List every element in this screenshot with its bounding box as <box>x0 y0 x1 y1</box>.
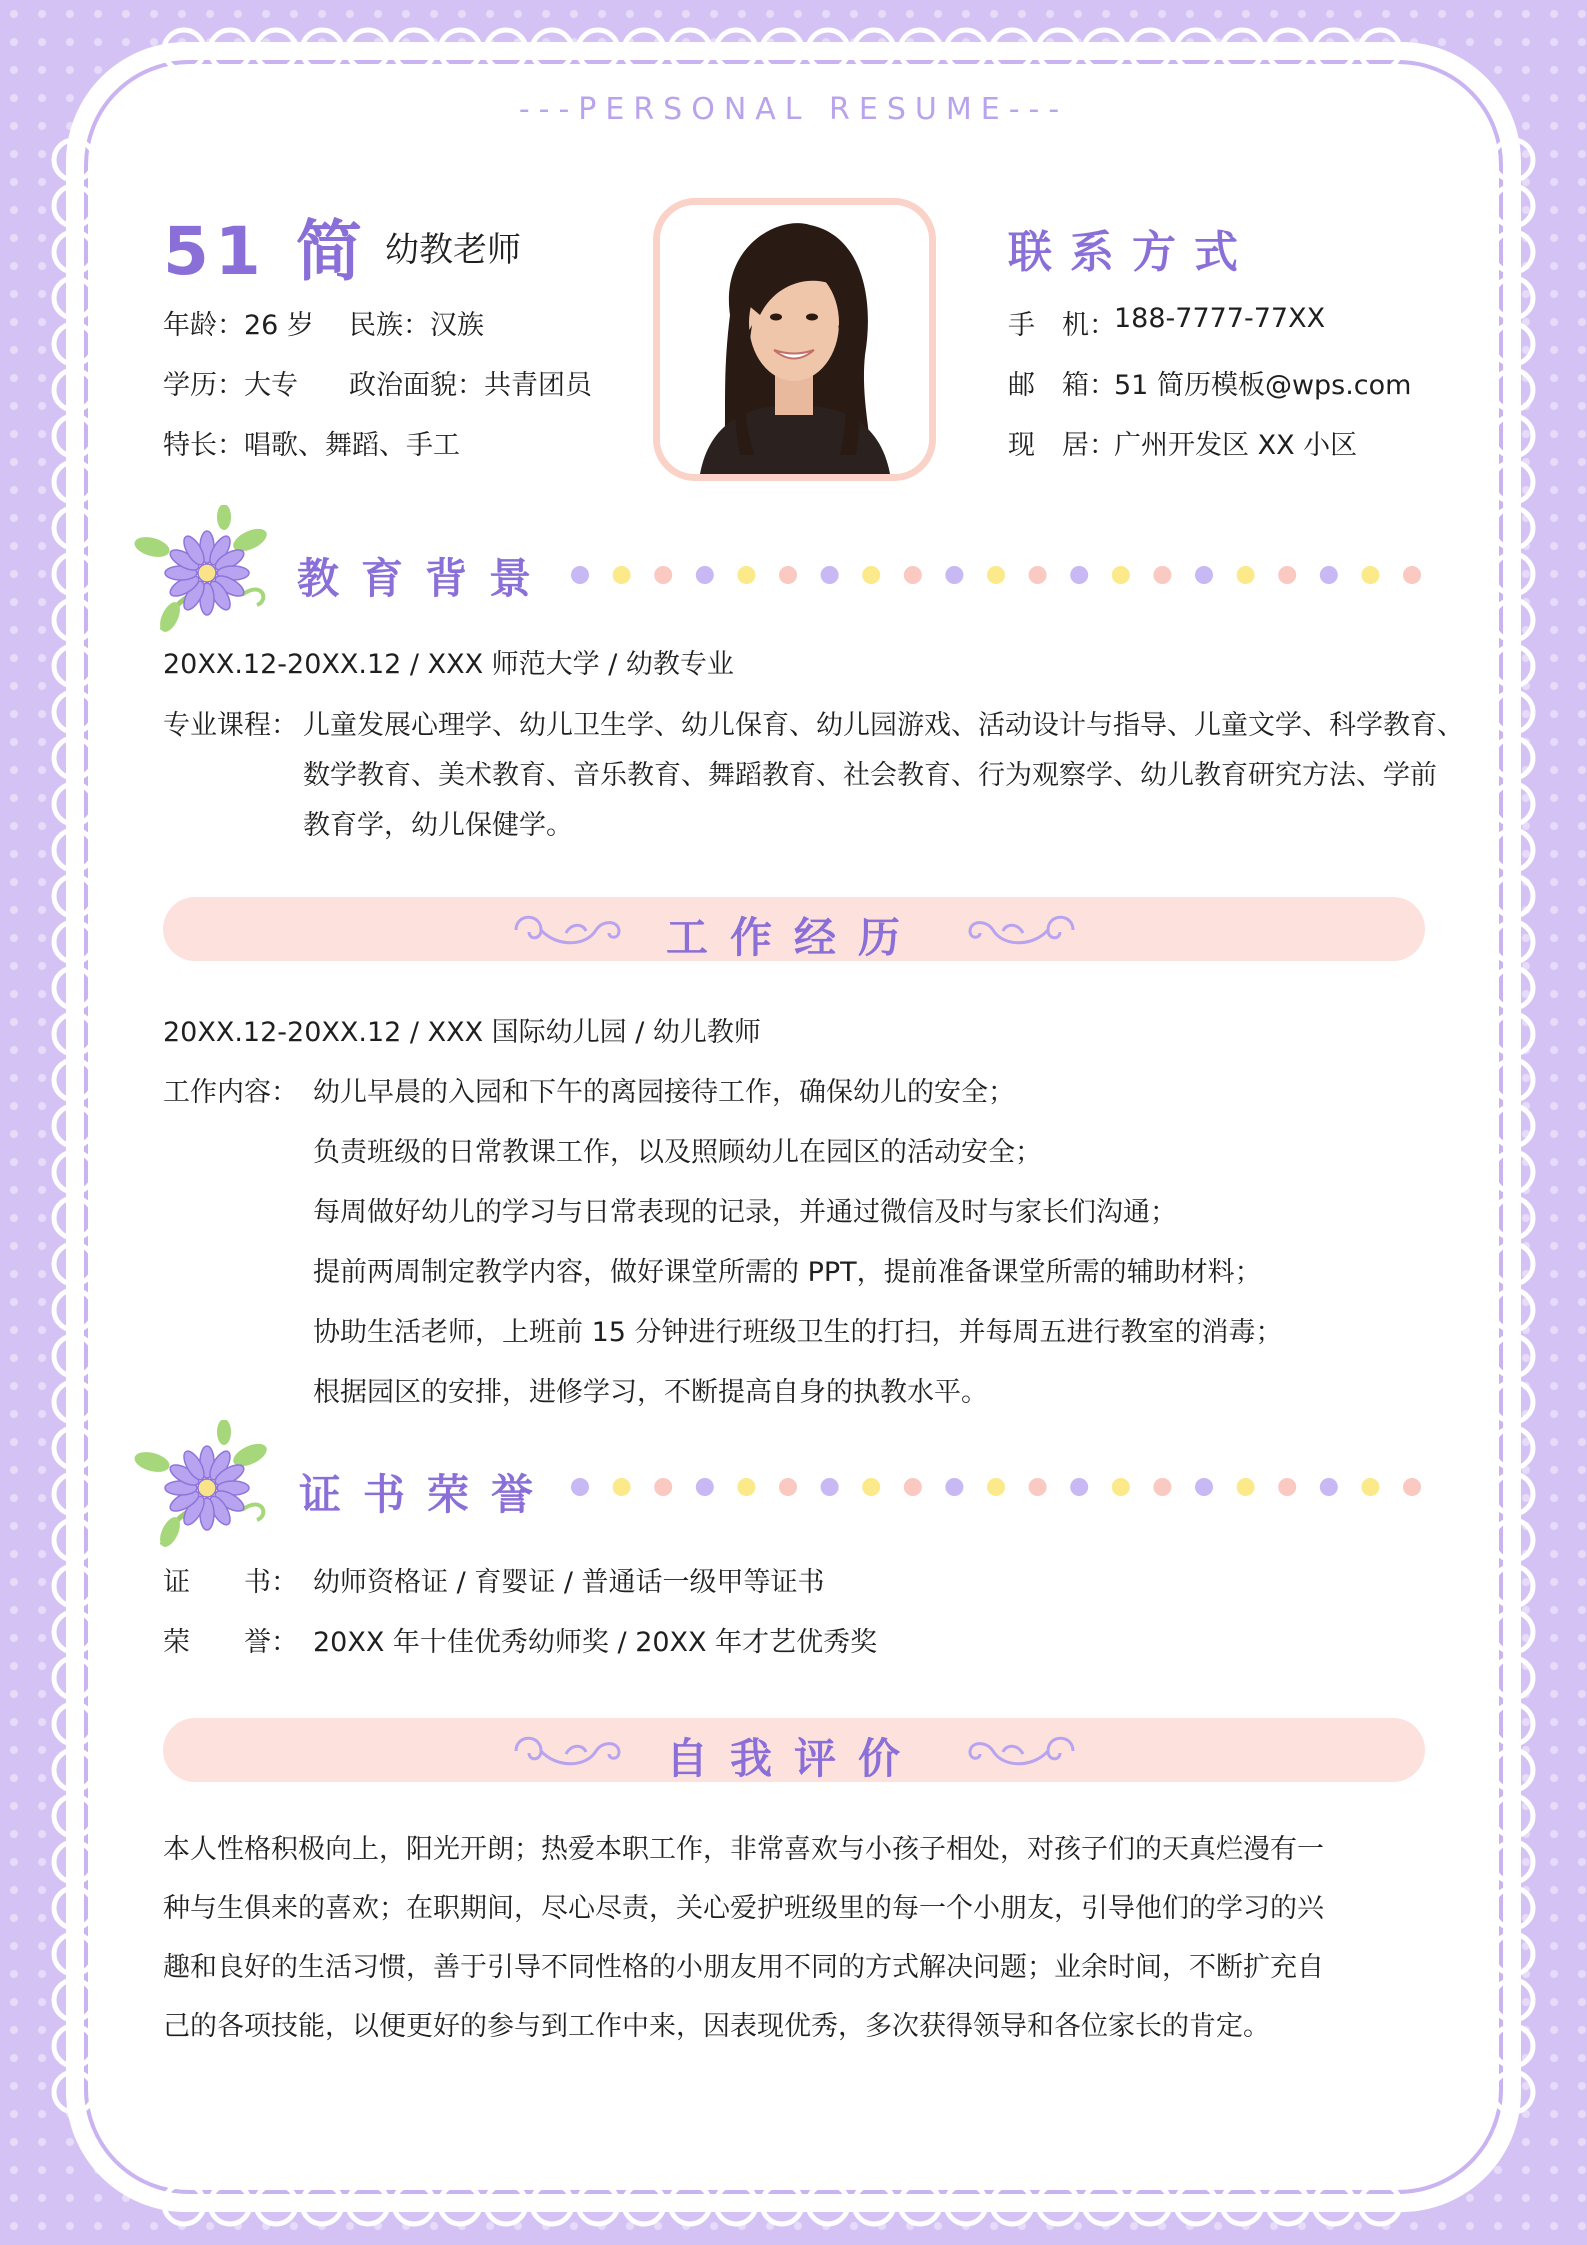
work-title: 工作经历 <box>665 913 922 962</box>
candidate-position: 幼教老师 <box>385 230 521 270</box>
education-title: 教育背景 <box>297 554 554 603</box>
profile-photo <box>653 198 936 481</box>
work-header-bar <box>163 897 1425 961</box>
contact-title: 联系方式 <box>1008 227 1256 278</box>
work-entry: 20XX.12-20XX.12 / XXX 国际幼儿园 / 幼儿教师 <box>163 1017 761 1048</box>
courses-label: 专业课程： <box>163 710 298 741</box>
info-ethnicity: 民族：汉族 <box>349 310 484 341</box>
flower-icon <box>132 1420 282 1550</box>
contact-email-label: 邮 箱： <box>1008 370 1116 401</box>
cert-title: 证书荣誉 <box>299 1470 556 1519</box>
courses-line-3: 教育学，幼儿保健学。 <box>303 810 573 841</box>
self-evaluation <box>163 1820 1425 2056</box>
info-skills: 特长：唱歌、舞蹈、手工 <box>163 430 460 461</box>
self-line: 种与生俱来的喜欢；在职期间，尽心尽责，关心爱护班级里的每一个小朋友，引导他们的学习的兴 <box>163 1893 1324 1924</box>
honor-list: 20XX 年十佳优秀幼师奖 / 20XX 年才艺优秀奖 <box>313 1627 878 1658</box>
duty-item: 协助生活老师，上班前 15 分钟进行班级卫生的打扫，并每周五进行教室的消毒； <box>313 1317 1283 1348</box>
contact-address-label: 现 居： <box>1008 430 1116 461</box>
duty-item: 根据园区的安排，进修学习，不断提高自身的执教水平。 <box>313 1377 988 1408</box>
cert-label: 证 书： <box>163 1567 298 1598</box>
courses-line-2: 数学教育、美术教育、音乐教育、舞蹈教育、社会教育、行为观察学、幼儿教育研究方法、学前 <box>303 760 1437 791</box>
self-line: 本人性格积极向上，阳光开朗；热爱本职工作，非常喜欢与小孩子相处，对孩子们的天真烂漫有一 <box>163 1834 1324 1865</box>
duty-item: 幼儿早晨的入园和下午的离园接待工作，确保幼儿的安全； <box>313 1077 1015 1108</box>
flower-icon <box>132 505 282 635</box>
candidate-name: 51 简 <box>163 213 368 290</box>
duty-item: 提前两周制定教学内容，做好课堂所需的 PPT，提前准备课堂所需的辅助材料； <box>313 1257 1262 1288</box>
duty-item: 负责班级的日常教课工作，以及照顾幼儿在园区的活动安全； <box>313 1137 1042 1168</box>
dot-divider-cert <box>570 1474 1430 1500</box>
info-age: 年龄：26 岁 <box>163 310 314 341</box>
education-entry: 20XX.12-20XX.12 / XXX 师范大学 / 幼教专业 <box>163 649 734 680</box>
resume-banner: ---PERSONAL RESUME--- <box>518 92 1069 127</box>
contact-phone-label: 手 机： <box>1008 310 1116 341</box>
contact-email[interactable]: 51 简历模板@wps.com <box>1114 370 1412 401</box>
swirl-ornament-right-icon <box>958 1726 1078 1776</box>
info-education: 学历：大专 <box>163 370 298 401</box>
self-line: 趣和良好的生活习惯，善于引导不同性格的小朋友用不同的方式解决问题；业余时间，不断扩充自 <box>163 1952 1324 1983</box>
contact-phone[interactable]: 188-7777-77XX <box>1114 303 1326 334</box>
duty-item: 每周做好幼儿的学习与日常表现的记录，并通过微信及时与家长们沟通； <box>313 1197 1177 1228</box>
self-header-bar <box>163 1718 1425 1782</box>
swirl-ornament-right-icon <box>958 905 1078 955</box>
dot-divider-education <box>570 562 1430 588</box>
duties-label: 工作内容： <box>163 1077 298 1108</box>
contact-address: 广州开发区 XX 小区 <box>1114 430 1358 461</box>
self-line: 己的各项技能，以便更好的参与到工作中来，因表现优秀，多次获得领导和各位家长的肯定。 <box>163 2011 1270 2042</box>
honor-label: 荣 誉： <box>163 1627 298 1658</box>
person-portrait-icon <box>660 205 929 474</box>
self-title: 自我评价 <box>665 1734 922 1783</box>
cert-list: 幼师资格证 / 育婴证 / 普通话一级甲等证书 <box>313 1567 825 1598</box>
info-politics: 政治面貌：共青团员 <box>349 370 592 401</box>
courses-line-1: 儿童发展心理学、幼儿卫生学、幼儿保育、幼儿园游戏、活动设计与指导、儿童文学、科学教育、 <box>303 710 1464 741</box>
